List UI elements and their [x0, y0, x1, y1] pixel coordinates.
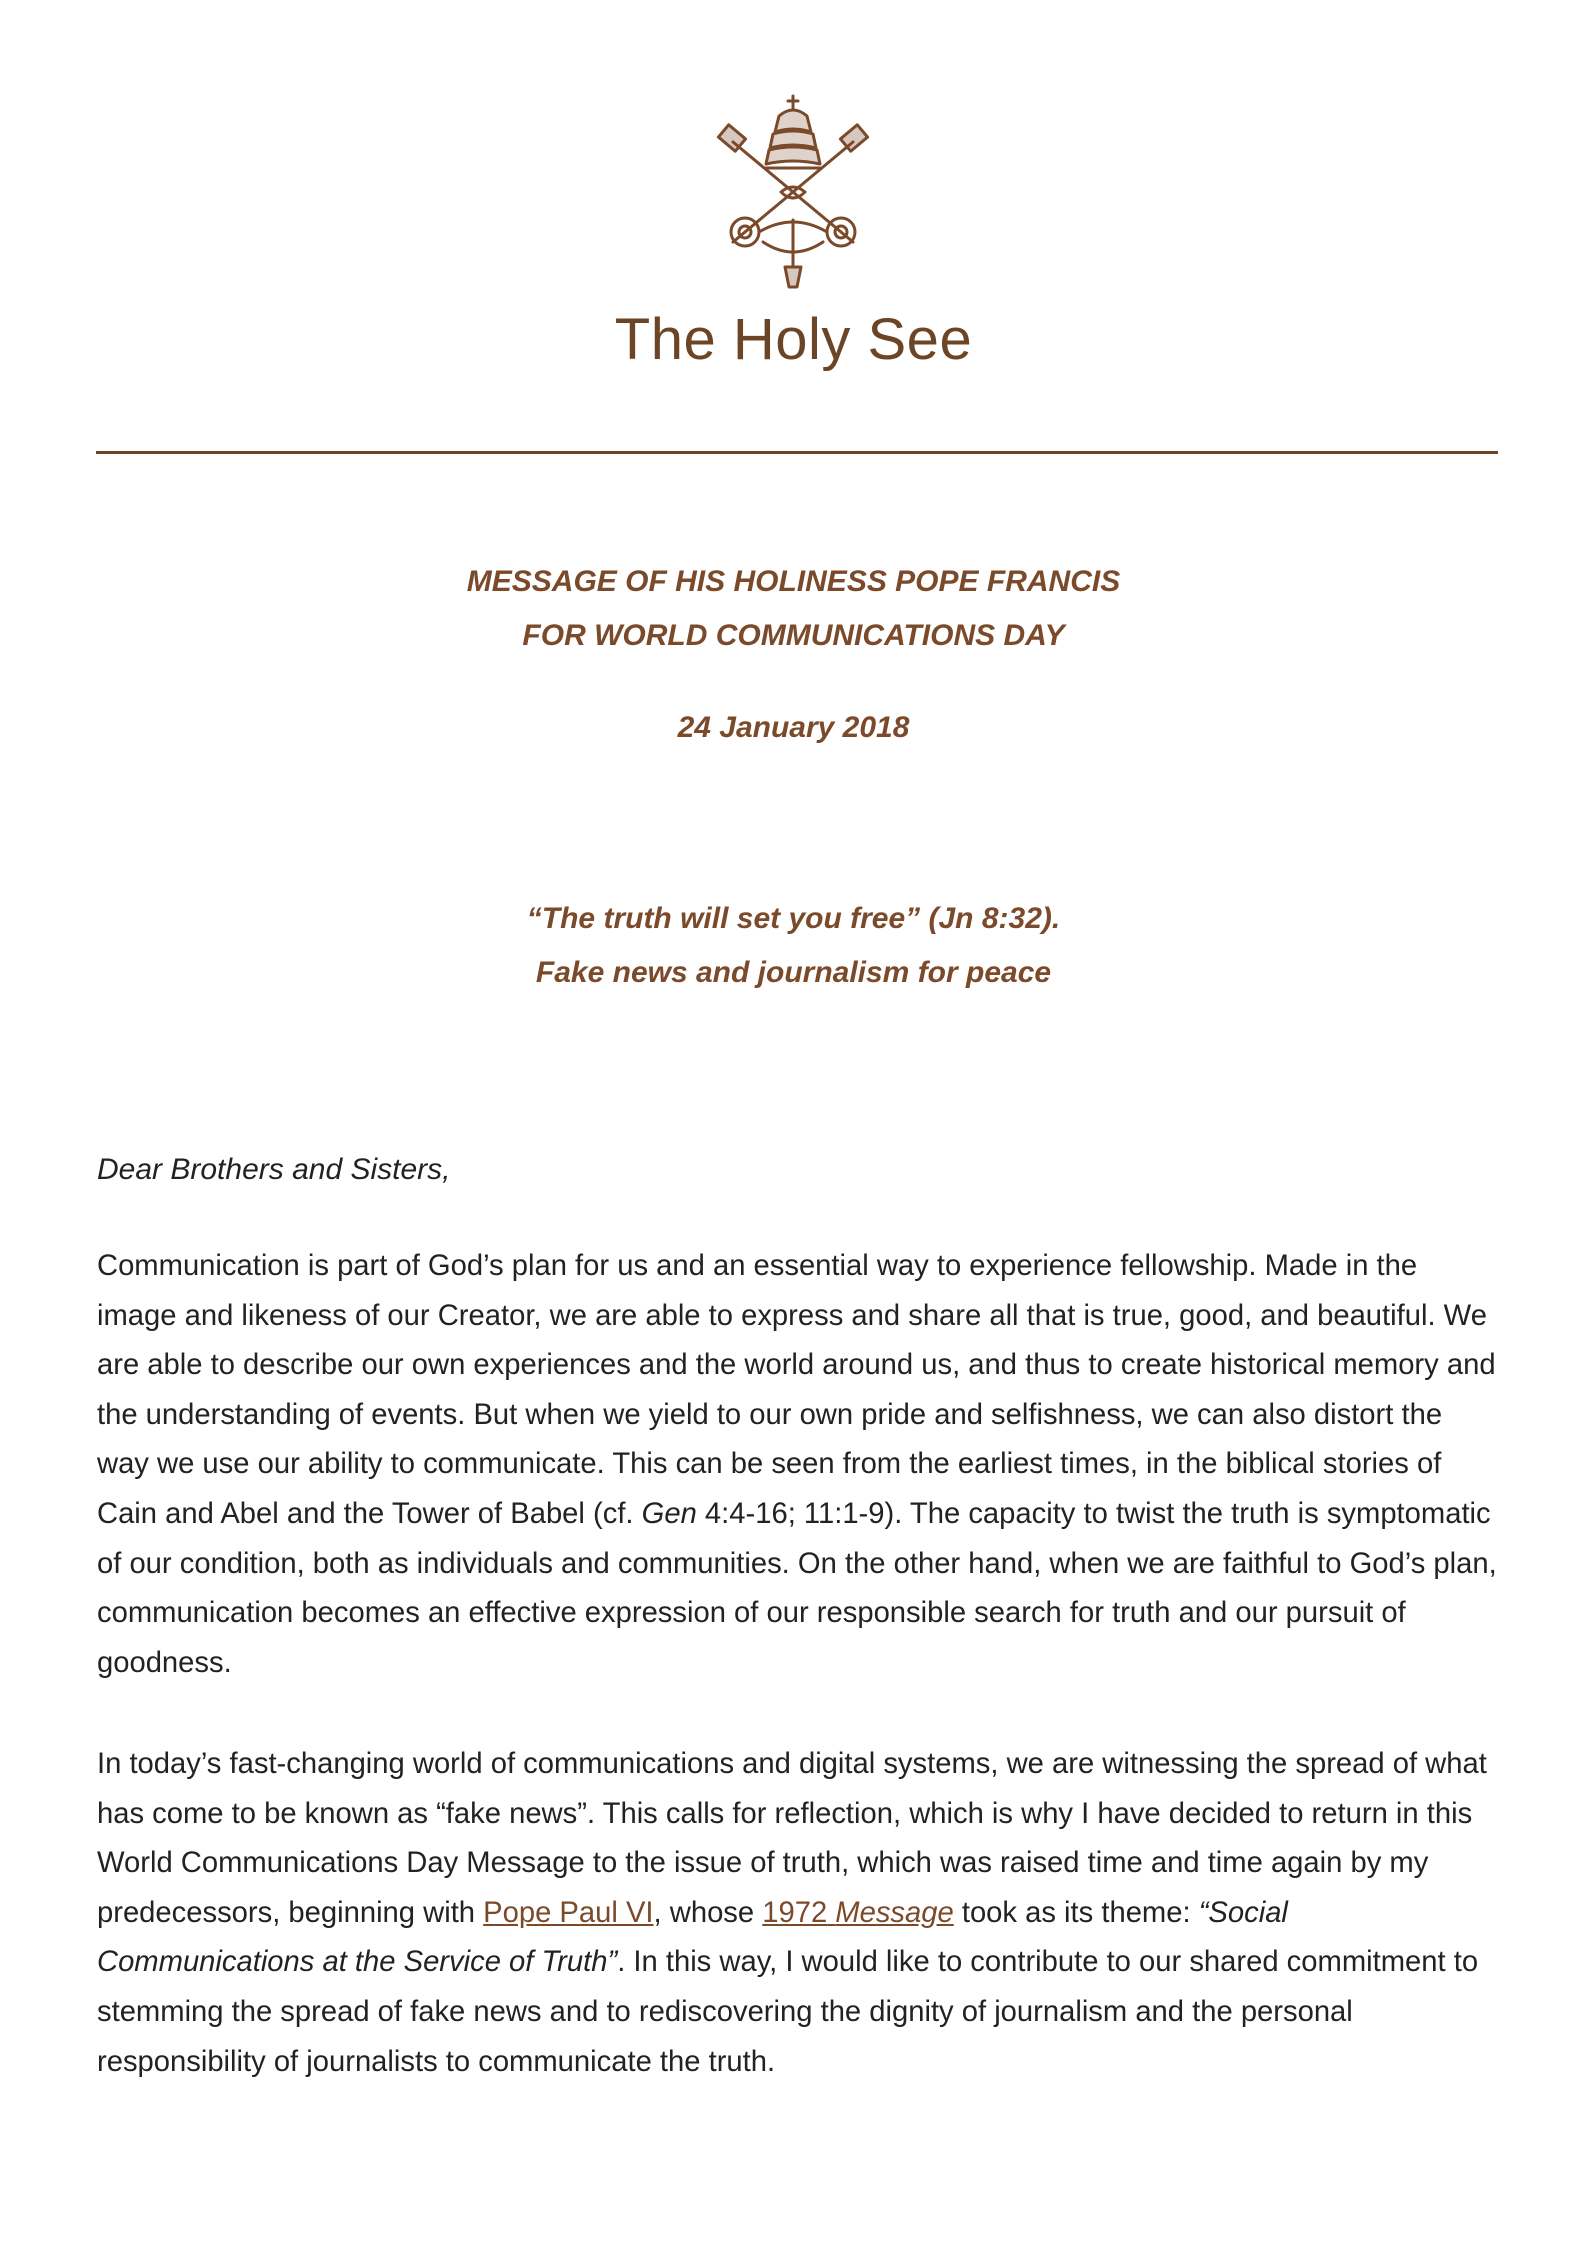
paragraph-1-text-a: Communication is part of God’s plan for us and an essential way to experience fellowship. Made in the image and likeness of our Creator, we are able to express and share all that is true, good, and beautiful. We are able to describe our own experiences and the world around us, and thus to create historical memory and the understanding of events. But when we yield to our own pride and selfishness, we can also distort the way we use our ability to communicate. This can be seen from the earliest times, in the biblical stories of Cain and Abel and the Tower of Babel (cf. [97, 1250, 1496, 1530]
message-title-line-2: FOR WORLD COMMUNICATIONS DAY [522, 619, 1065, 652]
paragraph-1-text-b: 4:4-16; 11:1-9). The capacity to twist the truth is symptomatic of our condition, both as individuals and communities. On the other hand, when we are faithful to God’s plan, communication becomes an effective expression of our responsible search for truth and our pursuit of goodness. [97, 1497, 1497, 1679]
message-theme [0, 892, 1587, 1000]
papal-emblem-icon [693, 92, 893, 292]
paragraph-1 [97, 1242, 1497, 1688]
genesis-reference: Gen [641, 1497, 697, 1530]
header-divider [96, 451, 1498, 454]
1972-message-theme-quote: “Social Communications at the Service of Truth” [97, 1896, 1288, 1979]
1972-link-text: 1972 [762, 1896, 828, 1929]
message-theme-line-1: “The truth will set you free” (Jn 8:32). [526, 902, 1061, 935]
paragraph-2-text-b: , whose [653, 1896, 763, 1929]
paragraph-2-text-a: In today’s fast-changing world of communications and digital systems, we are witnessing the spread of what has come to be known as “fake news”. This calls for reflection, which is why I have decided to return in this World Communications Day Message to the issue of truth, which was raised time and time again by my predecessors, beginning with [97, 1748, 1487, 1929]
message-date: 24 January 2018 [677, 711, 910, 744]
site-title: The Holy See [614, 307, 973, 372]
pope-paul-vi-link[interactable]: Pope Paul VI [483, 1896, 654, 1929]
paragraph-2 [97, 1740, 1497, 2087]
message-link-text: Message [835, 1896, 954, 1929]
message-title-line-1: MESSAGE OF HIS HOLINESS POPE FRANCIS [466, 565, 1121, 598]
paragraph-2-text-c: took as its theme: [953, 1896, 1199, 1929]
paragraph-2-text-d: . In this way, I would like to contribute to our shared commitment to stemming the spread of fake news and to rediscovering the dignity of journalism and the personal responsibility of journalists to communicate the truth. [97, 1946, 1479, 2078]
salutation: Dear Brothers and Sisters, [97, 1153, 451, 1186]
message-theme-line-2: Fake news and journalism for peace [535, 956, 1052, 989]
1972-message-link[interactable] [762, 1897, 953, 1929]
message-title [0, 555, 1587, 663]
